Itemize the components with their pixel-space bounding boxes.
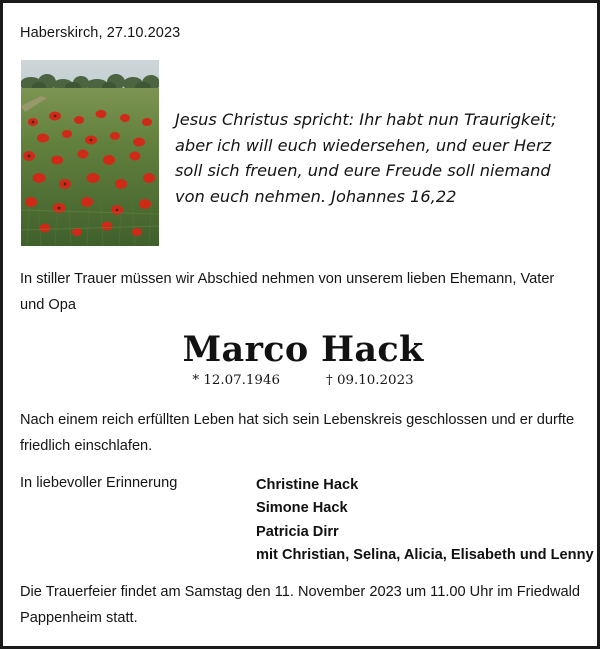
grief-statement: In stiller Trauer müssen wir Abschied nehmen von unserem lieben Ehemann, Vater und Opa bbox=[20, 271, 555, 313]
deceased-name: Marco Hack bbox=[182, 329, 424, 370]
bible-verse: Jesus Christus spricht: Ihr habt nun Traurigkeit; aber ich will euch wiedersehen, und euer Herz soll sich freuen, und eure Freude soll niemand von euch nehmen. Johannes 16,22 bbox=[175, 110, 557, 206]
poppy-field-illustration bbox=[21, 60, 159, 246]
list-item: mit Christian, Selina, Alicia, Elisabeth und Lenny bbox=[256, 547, 594, 564]
life-dates bbox=[3, 373, 600, 388]
list-item: Patricia Dirr bbox=[256, 523, 339, 540]
list-item: Christine Hack bbox=[256, 477, 359, 493]
birth-date: * 12.07.1946 bbox=[192, 373, 280, 388]
list-item: Simone Hack bbox=[256, 500, 348, 517]
survivors-list bbox=[256, 474, 594, 568]
place-and-date: Haberskirch, 27.10.2023 bbox=[20, 25, 181, 41]
death-date: † 09.10.2023 bbox=[326, 373, 414, 388]
poppy-field-photo bbox=[21, 60, 159, 246]
remembrance-label: In liebevoller Erinnerung bbox=[20, 475, 178, 491]
funeral-service-details: Die Trauerfeier findet am Samstag den 11. November 2023 um 11.00 Uhr im Friedwald Pappenheim statt. bbox=[20, 584, 580, 626]
life-statement: Nach einem reich erfüllten Leben hat sich sein Lebenskreis geschlossen und er durfte friedlich einschlafen. bbox=[20, 412, 575, 454]
